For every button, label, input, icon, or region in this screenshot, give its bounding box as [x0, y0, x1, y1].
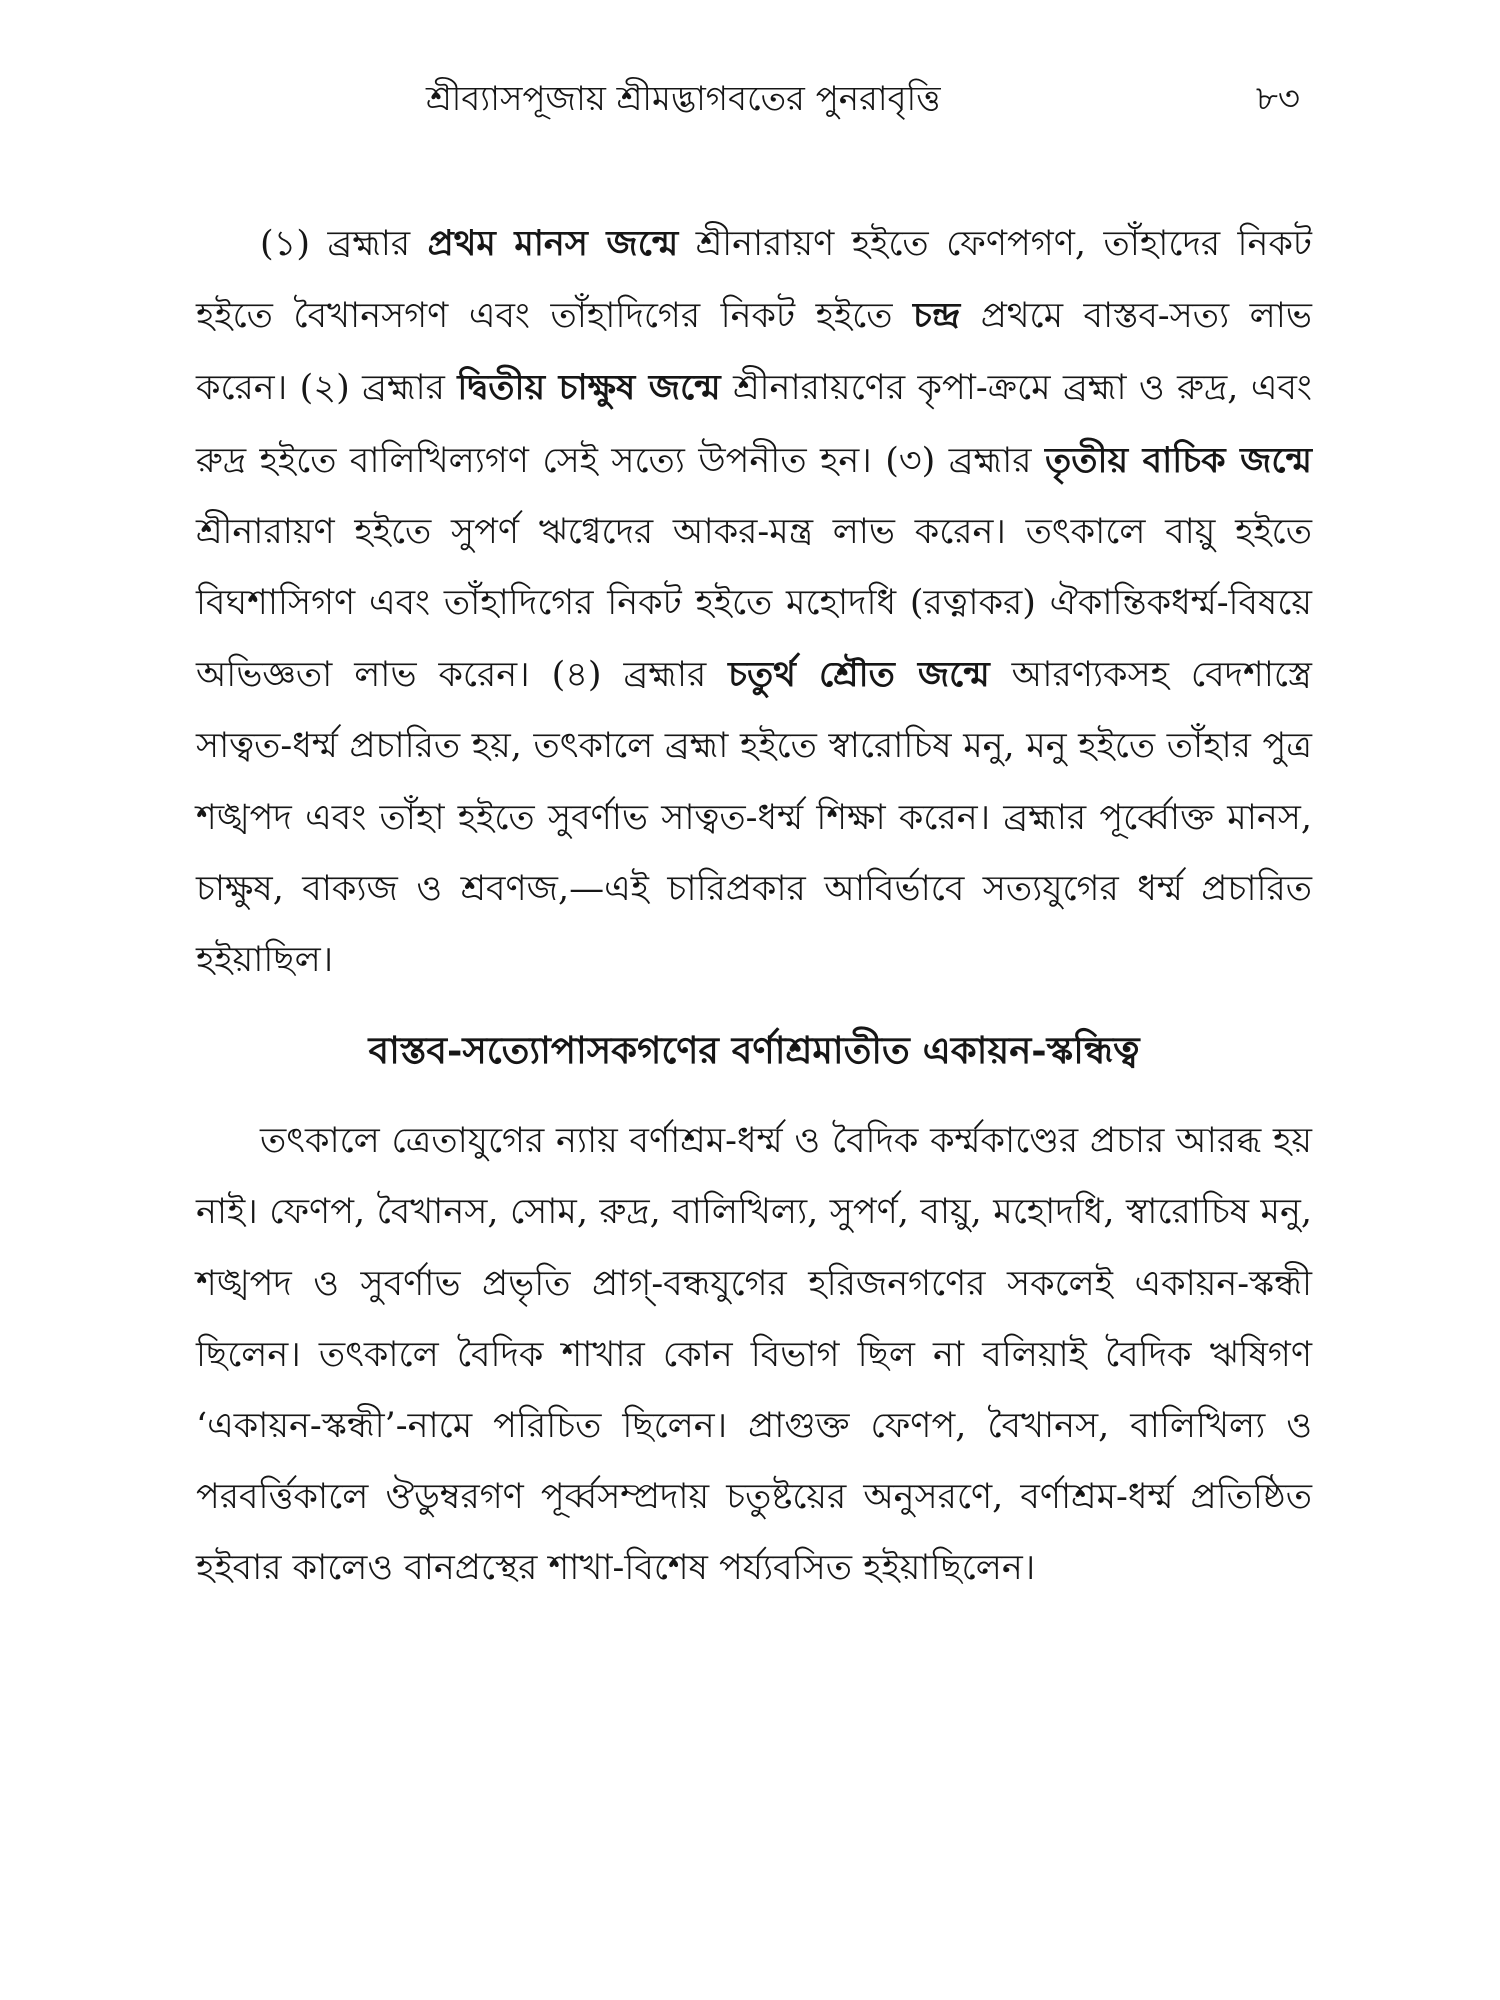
book-page	[196, 70, 1312, 1930]
bold-phrase: দ্বিতীয় চাক্ষুষ জন্মে	[457, 367, 721, 409]
text-span: (১) ব্রহ্মার	[260, 224, 428, 264]
bold-phrase: তৃতীয় বাচিক জন্মে	[1044, 439, 1312, 481]
paragraph-brahma-births	[196, 208, 1312, 996]
paragraph-ekayana: তৎকালে ত্রেতাযুগের ন্যায় বর্ণাশ্রম-ধর্ম্ম ও বৈদিক কর্ম্মকাণ্ডের প্রচার আরব্ধ হয় নাই। ফেণপ, বৈখানস, সোম, রুদ্র, বালিখিল্য, সুপর্ণ, বায়ু, মহোদধি, স্বারোচিষ মনু, শঙ্খপদ ও সুবর্ণাভ প্রভৃতি প্রাগ্-বন্ধযুগের হরিজনগণের সকলেই একায়ন-স্কন্ধী ছিলেন। তৎকালে বৈদিক শাখার কোন বিভাগ ছিল না বলিয়াই বৈদিক ঋষিগণ ‘একায়ন-স্কন্ধী’-নামে পরিচিত ছিলেন। প্রাগুক্ত ফেণপ, বৈখানস, বালিখিল্য ও পরবর্ত্তিকালে ঔডুম্বরগণ পূর্ব্বসম্প্রদায় চতুষ্টয়ের অনুসরণে, বর্ণাশ্রম-ধর্ম্ম প্রতিষ্ঠিত হইবার কালেও বানপ্রস্থের শাখা-বিশেষ পর্য্যবসিত হইয়াছিলেন।	[196, 1121, 1312, 1589]
bold-phrase: প্রথম মানস জন্মে	[427, 223, 679, 264]
section-heading: বাস্তব-সত্যোপাসকগণের বর্ণাশ্রমাতীত একায়ন-স্কন্ধিত্ব	[368, 1028, 1140, 1073]
bold-phrase: চন্দ্র	[913, 295, 961, 337]
running-title: শ্রীব্যাসপূজায় শ্রীমদ্ভাগবতের পুনরাবৃত্তি	[426, 79, 941, 119]
text-span: শ্রীনারায়ণ হইতে সুপর্ণ ঋগ্বেদের আকর-মন্ত্র লাভ করেন। তৎকালে বায়ু হইতে বিঘশাসিগণ এবং তাঁহাদিগের নিকট হইতে মহোদধি (রত্নাকর) ঐকান্তিকধর্ম্ম-বিষয়ে অভিজ্ঞতা লাভ করেন। (৪) ব্রহ্মার	[196, 511, 1312, 696]
bold-phrase: চতুর্থ শ্রৌত জন্মে	[728, 654, 990, 696]
page-number: ৮৩	[1255, 79, 1300, 119]
text-span: শ্রীনারায়ণ হইতে ফেণপগণ, তাঁহাদের নিকট হইতে বৈখানসগণ এবং তাঁহাদিগের নিকট হইতে	[196, 224, 1312, 337]
running-header	[196, 70, 1312, 128]
text-span: আরণ্যকসহ বেদশাস্ত্রে সাত্বত-ধর্ম্ম প্রচারিত হয়, তৎকালে ব্রহ্মা হইতে স্বারোচিষ মনু, মনু হইতে তাঁহার পুত্র শঙ্খপদ এবং তাঁহা হইতে সুবর্ণাভ সাত্বত-ধর্ম্ম শিক্ষা করেন। ব্রহ্মার পূর্ব্বোক্ত মানস, চাক্ষুষ, বাক্যজ ও শ্রবণজ,—এই চারিপ্রকার আবির্ভাবে সত্যযুগের ধর্ম্ম প্রচারিত হইয়াছিল।	[196, 655, 1312, 981]
text-span: শ্রীনারায়ণের কৃপা-ক্রমে ব্রহ্মা ও রুদ্র, এবং রুদ্র হইতে বালিখিল্যগণ সেই সত্যে উপনীত হন। (৩) ব্রহ্মার	[196, 368, 1312, 481]
text-span: প্রথমে বাস্তব-সত্য লাভ করেন। (২) ব্রহ্মার	[196, 296, 1312, 409]
